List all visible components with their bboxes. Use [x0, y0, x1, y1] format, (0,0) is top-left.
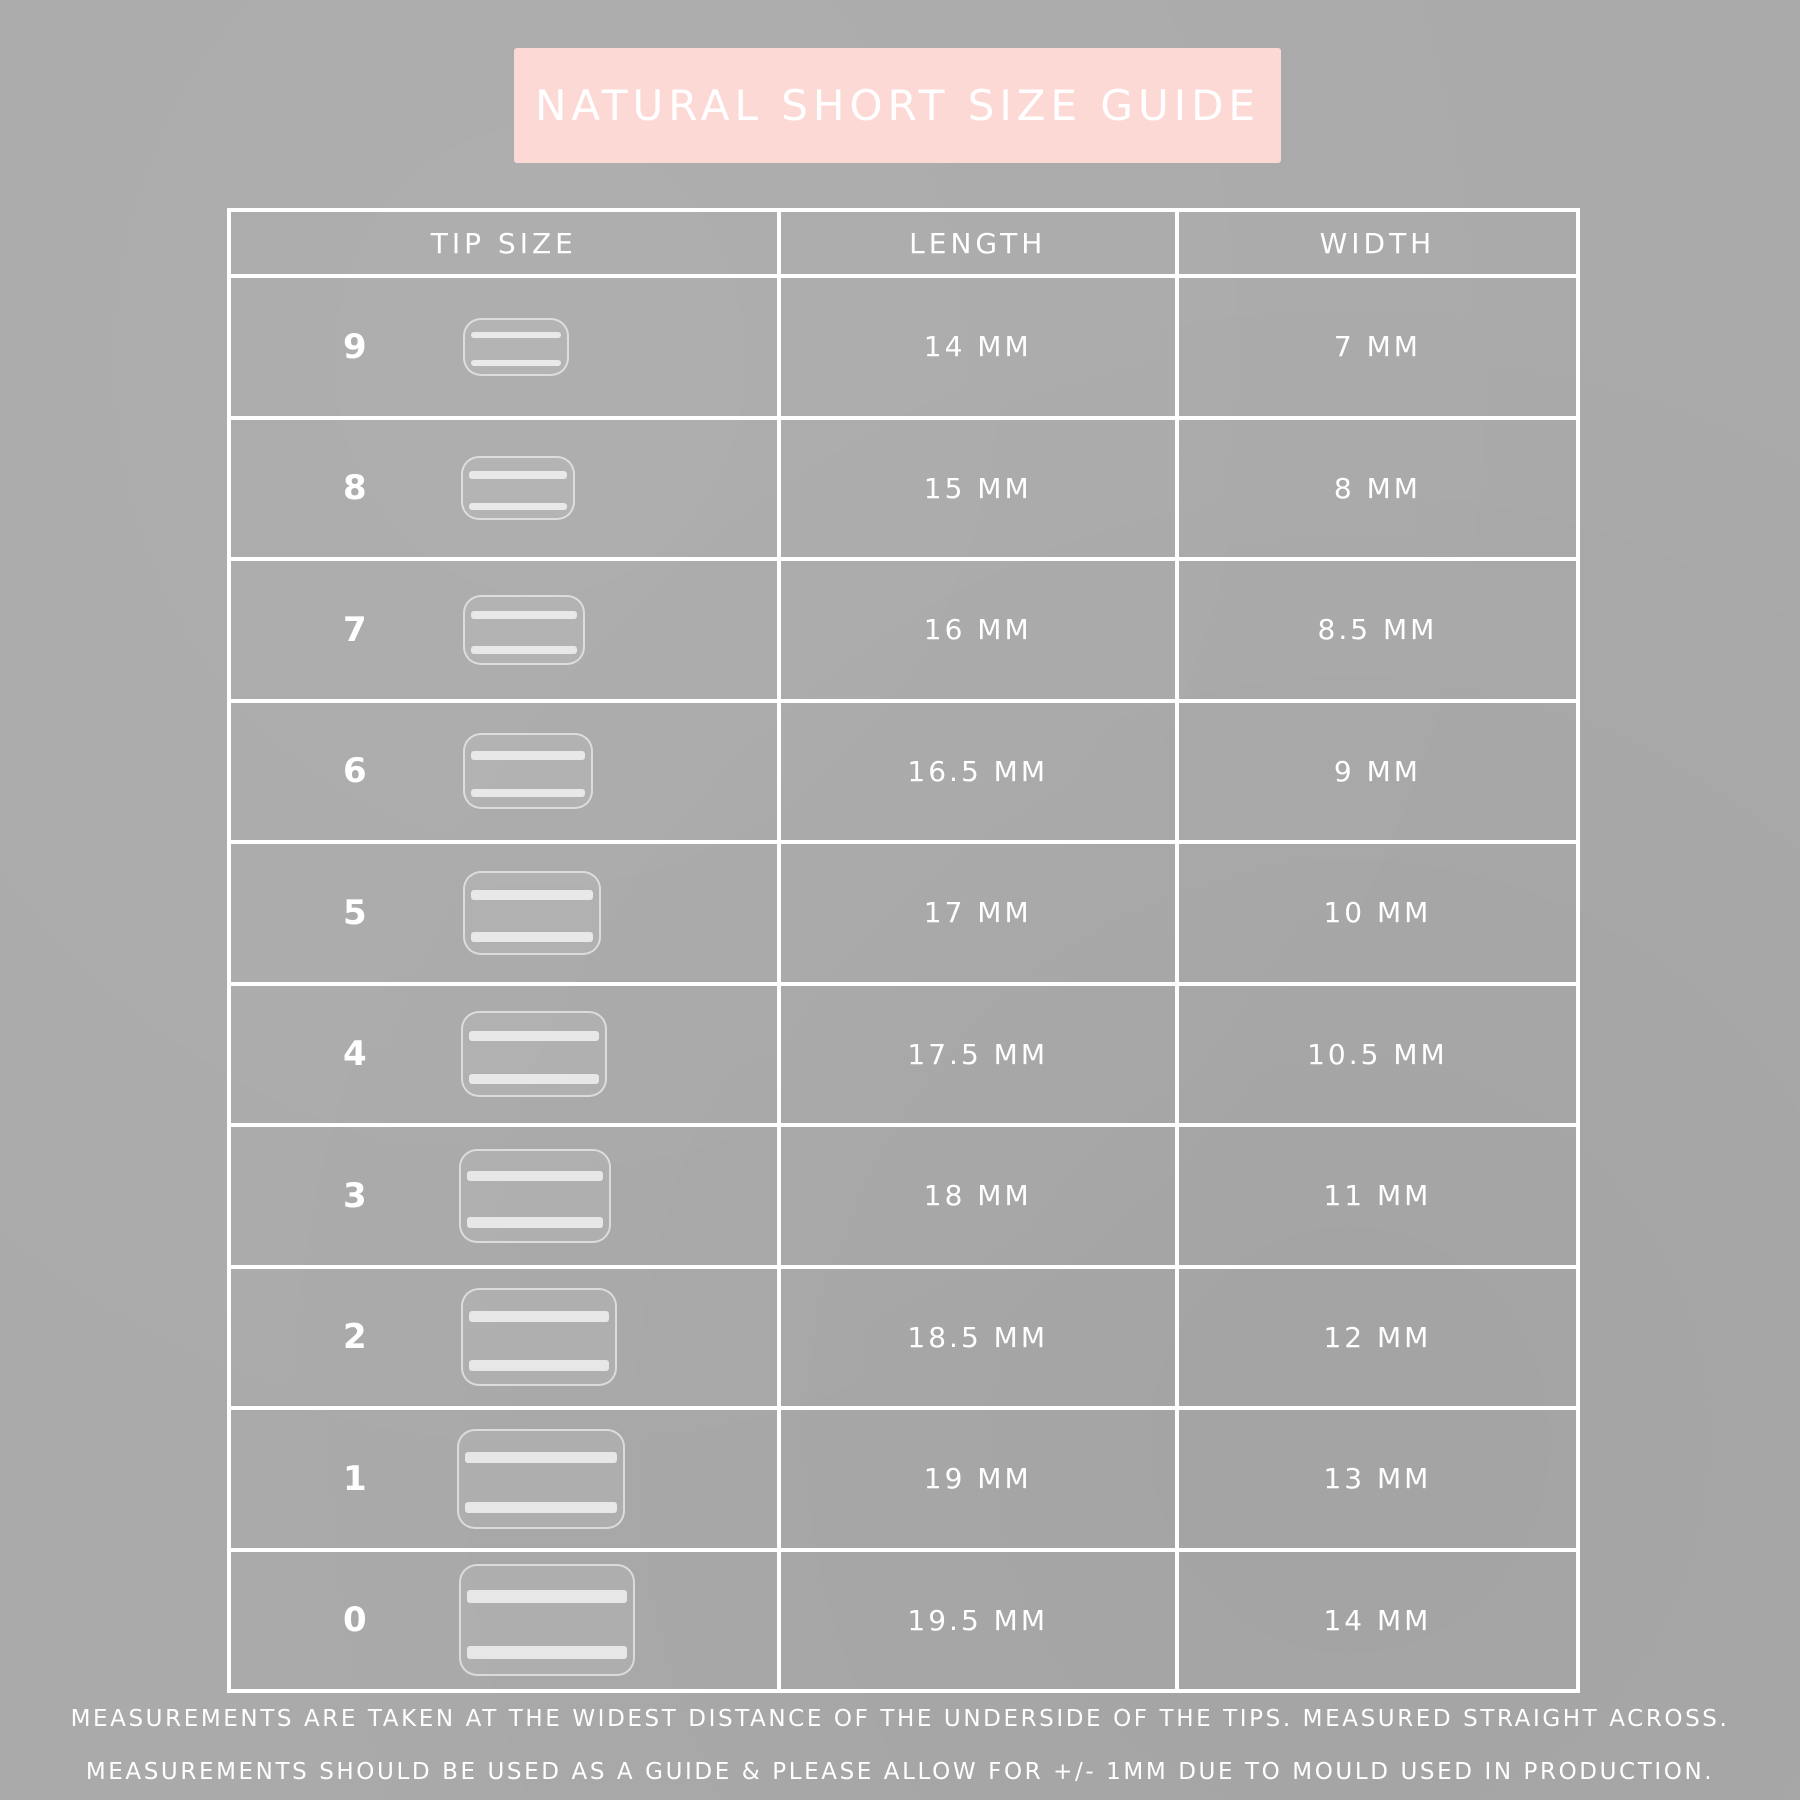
width-cell: 8 MM	[1177, 418, 1578, 560]
tip-size-number: 6	[343, 751, 367, 792]
table-row	[229, 1550, 1578, 1692]
header-length: LENGTH	[779, 210, 1177, 276]
tip-cell	[229, 559, 779, 701]
title-banner	[514, 48, 1281, 163]
table-row	[229, 984, 1578, 1126]
nail-tip-icon	[463, 595, 585, 665]
tip-size-number: 9	[343, 326, 367, 367]
width-cell: 9 MM	[1177, 701, 1578, 843]
page-title: NATURAL SHORT SIZE GUIDE	[535, 81, 1260, 130]
nail-tip-icon	[459, 1564, 635, 1676]
length-cell: 17 MM	[779, 842, 1177, 984]
width-cell: 10 MM	[1177, 842, 1578, 984]
header-width: WIDTH	[1177, 210, 1578, 276]
nail-tip-icon	[459, 1149, 611, 1243]
width-cell: 7 MM	[1177, 276, 1578, 418]
length-cell: 19 MM	[779, 1408, 1177, 1550]
nail-tip-icon	[457, 1429, 625, 1529]
footnote-tolerance: MEASUREMENTS SHOULD BE USED AS A GUIDE & PLEASE ALLOW FOR +/- 1MM DUE TO MOULD USED IN PRODUCTION.	[85, 1759, 1715, 1785]
tip-cell	[229, 1408, 779, 1550]
tip-cell	[229, 418, 779, 560]
tip-cell	[229, 842, 779, 984]
tip-size-number: 5	[343, 892, 367, 933]
width-cell: 11 MM	[1177, 1125, 1578, 1267]
tip-size-number: 1	[343, 1458, 367, 1499]
nail-tip-icon	[463, 733, 593, 809]
width-cell: 14 MM	[1177, 1550, 1578, 1692]
tip-cell	[229, 276, 779, 418]
nail-tip-icon	[461, 456, 575, 520]
tip-size-number: 8	[343, 468, 367, 509]
tip-size-number: 7	[343, 609, 367, 650]
tip-cell	[229, 1125, 779, 1267]
length-cell: 16.5 MM	[779, 701, 1177, 843]
size-table	[227, 208, 1580, 1693]
table-header-row	[229, 210, 1578, 276]
table-row	[229, 1267, 1578, 1409]
nail-tip-icon	[461, 1288, 617, 1386]
tip-size-number: 4	[343, 1034, 367, 1075]
width-cell: 12 MM	[1177, 1267, 1578, 1409]
tip-size-number: 0	[343, 1600, 367, 1641]
footnote-measurement-method: MEASUREMENTS ARE TAKEN AT THE WIDEST DISTANCE OF THE UNDERSIDE OF THE TIPS. MEASURED STRAIGHT ACROSS.	[70, 1706, 1730, 1732]
length-cell: 14 MM	[779, 276, 1177, 418]
tip-size-number: 3	[343, 1175, 367, 1216]
table-row	[229, 1408, 1578, 1550]
length-cell: 16 MM	[779, 559, 1177, 701]
table-row	[229, 1125, 1578, 1267]
table-row	[229, 276, 1578, 418]
width-cell: 13 MM	[1177, 1408, 1578, 1550]
tip-cell	[229, 1550, 779, 1692]
nail-tip-icon	[463, 871, 601, 955]
length-cell: 17.5 MM	[779, 984, 1177, 1126]
table-row	[229, 701, 1578, 843]
tip-cell	[229, 1267, 779, 1409]
header-tip-size: TIP SIZE	[229, 210, 779, 276]
table-row	[229, 559, 1578, 701]
nail-tip-icon	[463, 318, 569, 376]
width-cell: 10.5 MM	[1177, 984, 1578, 1126]
tip-cell	[229, 701, 779, 843]
tip-size-number: 2	[343, 1317, 367, 1358]
table-row	[229, 842, 1578, 984]
length-cell: 15 MM	[779, 418, 1177, 560]
length-cell: 18.5 MM	[779, 1267, 1177, 1409]
width-cell: 8.5 MM	[1177, 559, 1578, 701]
table-row	[229, 418, 1578, 560]
nail-tip-icon	[461, 1011, 607, 1097]
tip-cell	[229, 984, 779, 1126]
length-cell: 19.5 MM	[779, 1550, 1177, 1692]
length-cell: 18 MM	[779, 1125, 1177, 1267]
